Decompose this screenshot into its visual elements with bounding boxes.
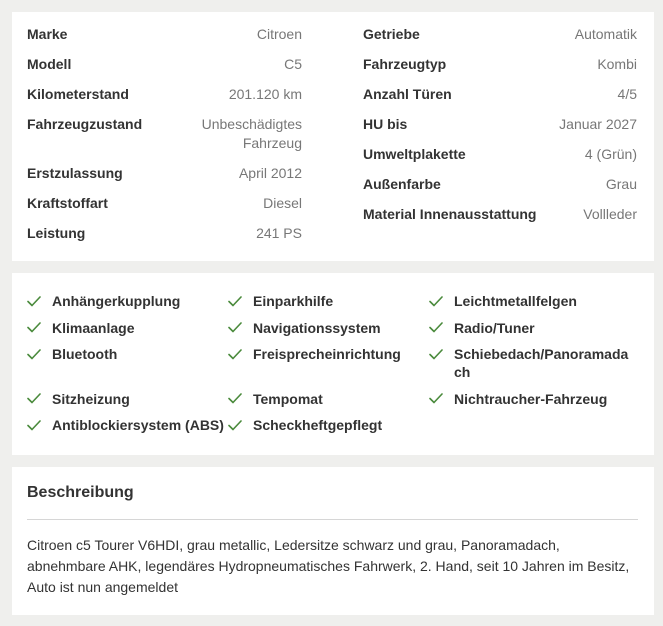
detail-value: 241 PS <box>256 225 302 241</box>
feature-label: Bluetooth <box>52 346 118 362</box>
details-right-column <box>363 25 637 235</box>
feature-item <box>429 390 639 408</box>
feature-item <box>27 416 228 434</box>
check-icon <box>228 416 244 434</box>
detail-label: Anzahl Türen <box>363 86 452 102</box>
feature-item <box>27 292 228 310</box>
divider <box>27 519 638 520</box>
detail-value: 4 (Grün) <box>584 146 637 162</box>
detail-value: Kombi <box>597 56 637 72</box>
detail-label: Fahrzeugtyp <box>363 56 447 72</box>
detail-label: Fahrzeugzustand <box>27 116 143 132</box>
detail-row-material-innenausstattung <box>363 205 637 224</box>
detail-label: Außenfarbe <box>363 176 441 192</box>
detail-label: Marke <box>27 26 68 42</box>
detail-value: Citroen <box>256 26 302 42</box>
feature-item <box>429 319 639 337</box>
feature-label: Scheckheftgepflegt <box>253 417 383 433</box>
detail-label: Modell <box>27 56 72 72</box>
feature-item <box>429 345 639 381</box>
detail-row-umweltplakette <box>363 145 637 164</box>
vehicle-details-card <box>12 12 654 261</box>
check-icon <box>429 390 445 408</box>
detail-label: HU bis <box>363 116 408 132</box>
feature-item <box>27 390 228 408</box>
features-card <box>12 273 654 455</box>
detail-value: C5 <box>284 56 302 72</box>
feature-item <box>228 416 429 434</box>
detail-label: Kilometerstand <box>27 86 129 102</box>
check-icon <box>429 319 445 337</box>
detail-row-getriebe <box>363 25 637 44</box>
detail-row-fahrzeugtyp <box>363 55 637 74</box>
feature-label: Antiblockiersystem (ABS) <box>52 417 224 433</box>
details-left-column <box>27 25 302 254</box>
detail-row-modell <box>27 55 302 74</box>
detail-value: 201.120 km <box>228 86 302 102</box>
detail-value: 4/5 <box>617 86 637 102</box>
check-icon <box>228 390 244 408</box>
detail-row-kilometerstand <box>27 85 302 104</box>
feature-label: Klimaanlage <box>52 319 135 336</box>
description-card <box>12 467 654 615</box>
check-icon <box>429 345 445 363</box>
feature-label: Tempomat <box>253 390 323 407</box>
feature-item <box>228 345 429 381</box>
feature-item <box>228 319 429 337</box>
detail-row-erstzulassung <box>27 164 302 183</box>
detail-row-fahrzeugzustand <box>27 115 302 153</box>
check-icon <box>27 416 43 434</box>
detail-label: Getriebe <box>363 26 420 42</box>
feature-label: Navigationssystem <box>253 319 381 336</box>
detail-value: April 2012 <box>238 165 302 181</box>
feature-label: Freisprecheinrichtung <box>253 346 401 362</box>
detail-value: Januar 2027 <box>559 116 637 132</box>
detail-row-hu-bis <box>363 115 637 134</box>
feature-item <box>27 319 228 337</box>
check-icon <box>27 292 43 310</box>
detail-row-kraftstoffart <box>27 194 302 213</box>
detail-value: Unbeschädigtes Fahrzeug <box>201 116 302 151</box>
feature-item <box>228 390 429 408</box>
detail-label: Leistung <box>27 225 86 241</box>
check-icon <box>228 292 244 310</box>
check-icon <box>429 292 445 310</box>
feature-label: Einparkhilfe <box>253 293 334 309</box>
detail-label: Kraftstoffart <box>27 195 108 211</box>
detail-label: Erstzulassung <box>27 165 123 181</box>
check-icon <box>27 319 43 337</box>
feature-item <box>27 345 228 381</box>
detail-label: Umweltplakette <box>363 146 466 162</box>
detail-value: Diesel <box>263 195 302 211</box>
feature-label: Schiebedach/Panoramadach <box>454 346 629 380</box>
feature-label: Nichtraucher-Fahrzeug <box>454 390 608 407</box>
feature-label: Radio/Tuner <box>454 319 535 336</box>
check-icon <box>228 319 244 337</box>
check-icon <box>27 390 43 408</box>
detail-row-anzahl-tueren <box>363 85 637 104</box>
feature-label: Sitzheizung <box>52 390 130 407</box>
feature-label: Leichtmetallfelgen <box>454 293 577 309</box>
detail-value: Automatik <box>574 26 637 42</box>
description-text: Citroen c5 Tourer V6HDI, grau metallic, Ledersitze schwarz und grau, Panoramadach, abnehmbare AHK, legendäres Hydropneumatisches Fahrwerk, 2. Hand, seit 10 Jahren im Besitz, Auto ist nun angemeldet <box>27 537 630 595</box>
feature-item <box>228 292 429 310</box>
feature-label: Anhängerkupplung <box>52 293 181 309</box>
detail-label: Material Innenausstattung <box>363 206 537 222</box>
description-title: Beschreibung <box>27 484 134 501</box>
detail-value: Vollleder <box>583 206 637 222</box>
detail-row-marke <box>27 25 302 44</box>
detail-row-leistung <box>27 224 302 243</box>
feature-item <box>429 292 639 310</box>
check-icon <box>228 345 244 363</box>
features-grid <box>27 292 639 443</box>
detail-row-aussenfarbe <box>363 175 637 194</box>
detail-value: Grau <box>605 176 637 192</box>
check-icon <box>27 345 43 363</box>
